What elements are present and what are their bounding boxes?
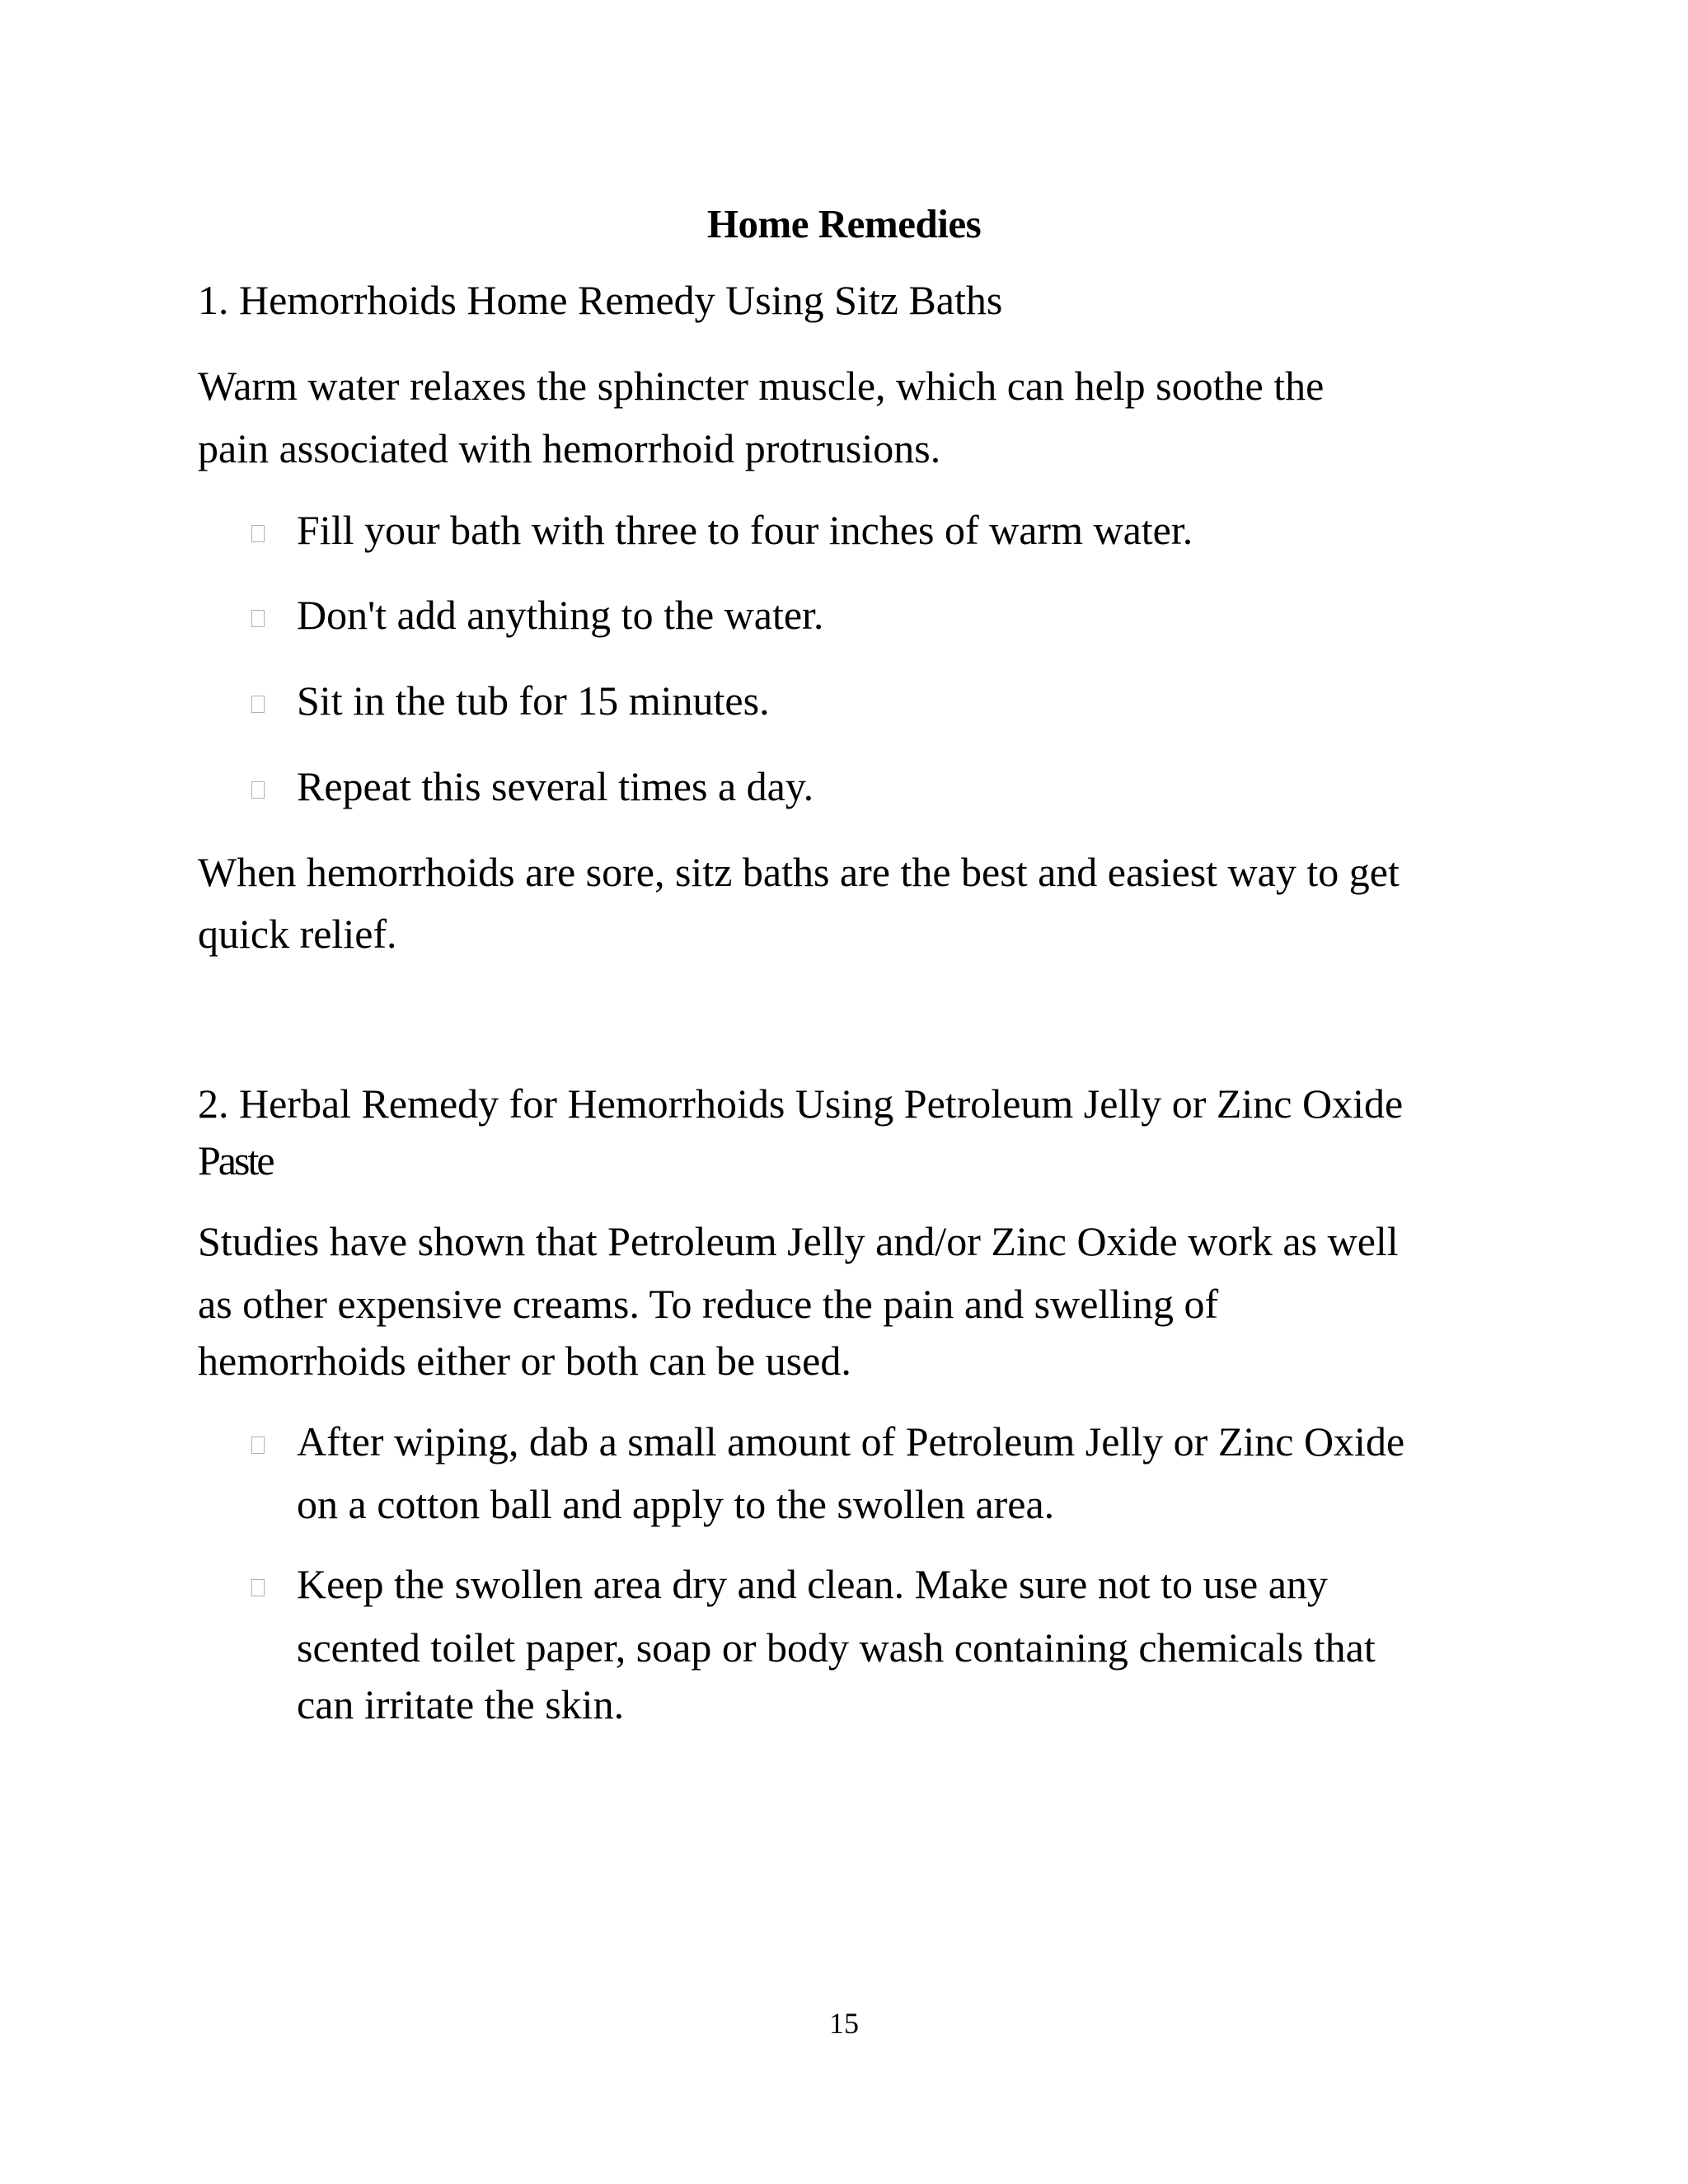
section-2-intro-line-3: hemorrhoids either or both can be used. bbox=[198, 1338, 851, 1384]
section-2-bullet-2-line-1: Keep the swollen area dry and clean. Make sure not to use any bbox=[297, 1561, 1328, 1607]
section-2-intro-line-1: Studies have shown that Petroleum Jelly and/or Zinc Oxide work as well bbox=[198, 1218, 1399, 1264]
section-1-bullet-4: Repeat this several times a day. bbox=[297, 763, 814, 809]
bullet-box-icon bbox=[251, 610, 265, 627]
bullet-box-icon bbox=[251, 781, 265, 799]
page-number: 15 bbox=[829, 2007, 859, 2040]
bullet-box-icon bbox=[251, 1579, 265, 1596]
section-2-heading-line-2: Paste bbox=[198, 1137, 273, 1183]
section-2-heading-line-1: 2. Herbal Remedy for Hemorrhoids Using Petroleum Jelly or Zinc Oxide bbox=[198, 1080, 1404, 1127]
section-2-intro-line-2: as other expensive creams. To reduce the pain and swelling of bbox=[198, 1281, 1219, 1327]
section-1-heading: 1. Hemorrhoids Home Remedy Using Sitz Baths bbox=[198, 277, 1003, 323]
section-1-closing-line-2: quick relief. bbox=[198, 911, 397, 957]
page-title: Home Remedies bbox=[706, 201, 982, 246]
section-2-bullet-1-line-2: on a cotton ball and apply to the swollen area. bbox=[297, 1481, 1055, 1527]
section-2-bullet-1-line-1: After wiping, dab a small amount of Petroleum Jelly or Zinc Oxide bbox=[297, 1418, 1405, 1465]
section-1-bullet-3: Sit in the tub for 15 minutes. bbox=[297, 677, 770, 724]
section-1-intro-line-1: Warm water relaxes the sphincter muscle, which can help soothe the bbox=[198, 363, 1325, 409]
section-1-bullet-2: Don't add anything to the water. bbox=[297, 592, 824, 638]
section-1-bullet-1: Fill your bath with three to four inches of warm water. bbox=[297, 507, 1193, 553]
bullet-box-icon bbox=[251, 696, 265, 713]
section-2-bullet-2-line-3: can irritate the skin. bbox=[297, 1681, 625, 1727]
section-1-closing-line-1: When hemorrhoids are sore, sitz baths are the best and easiest way to get bbox=[198, 849, 1400, 895]
section-1-intro-line-2: pain associated with hemorrhoid protrusions. bbox=[198, 425, 941, 471]
bullet-box-icon bbox=[251, 1436, 265, 1454]
section-2-bullet-2-line-2: scented toilet paper, soap or body wash containing chemicals that bbox=[297, 1624, 1376, 1671]
bullet-box-icon bbox=[251, 525, 265, 542]
